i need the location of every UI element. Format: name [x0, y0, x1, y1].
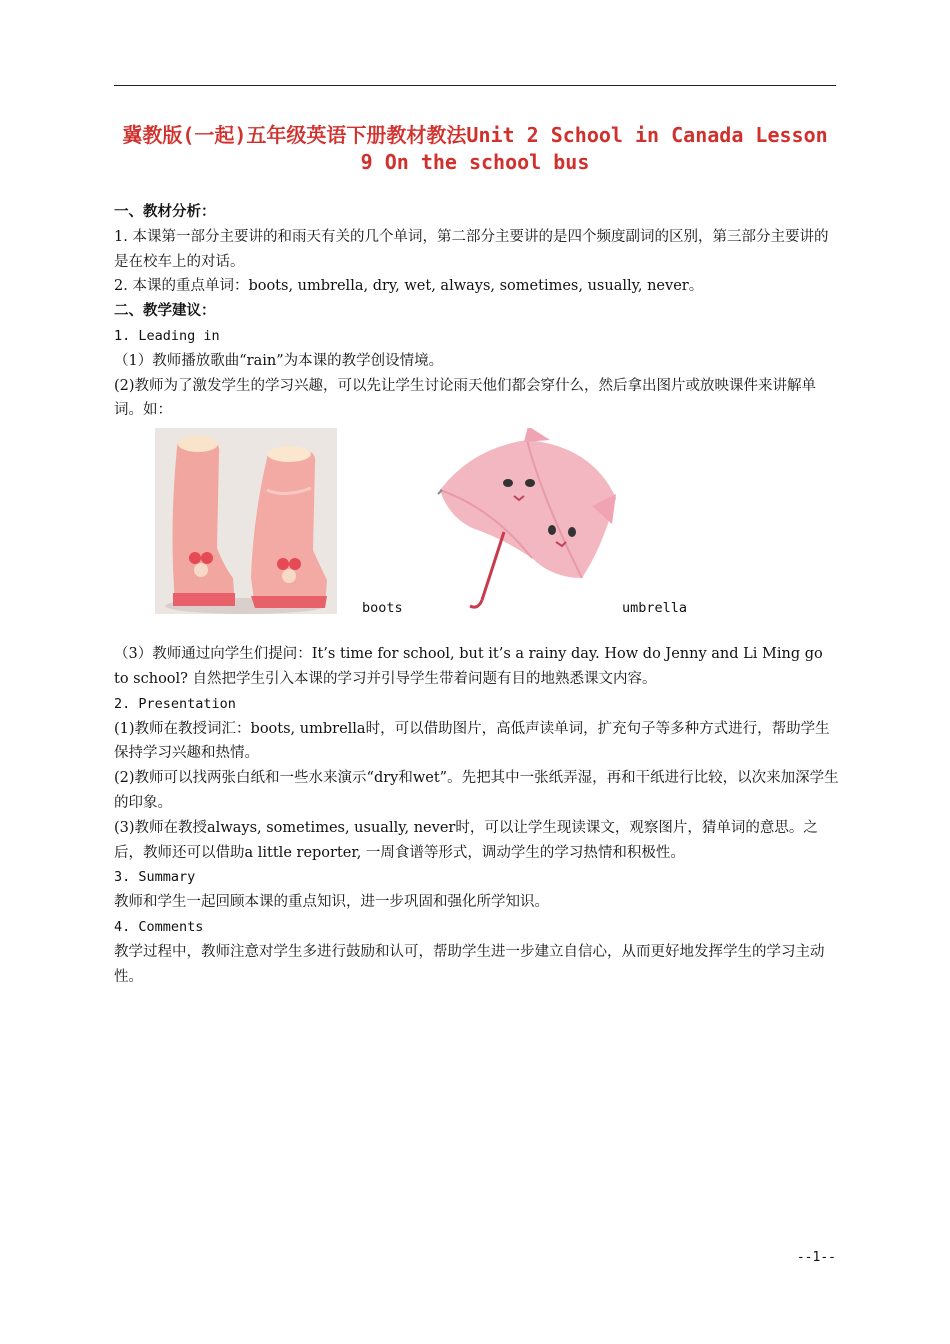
paragraph: (2)教师为了激发学生的学习兴趣，可以先让学生讨论雨天他们都会穿什么，然后拿出图片或放映课件来讲解单词。如：	[114, 377, 817, 419]
document-body	[114, 200, 840, 989]
subheading-summary: 3. Summary	[114, 869, 196, 886]
figure-row	[114, 428, 840, 638]
subheading-comments: 4. Comments	[114, 918, 204, 935]
document-title: 冀教版(一起)五年级英语下册教材教法Unit 2 School in Canada Lesson 9 On the school bus	[122, 123, 828, 174]
boots-caption: boots	[362, 600, 403, 617]
paragraph: 教学过程中，教师注意对学生多进行鼓励和认可，帮助学生进一步建立自信心，从而更好地发挥学生的学习主动性。	[114, 943, 825, 985]
paragraph: (3)教师在教授always, sometimes, usually, never时，可以让学生现读课文，观察图片，猜单词的意思。之后，教师还可以借助a little reporter, 一周食谱等形式，调动学生的学习热情和积极性。	[114, 819, 818, 861]
section-heading-suggestions: 二、教学建议：	[114, 302, 216, 320]
umbrella-image	[432, 428, 622, 614]
paragraph: 教师和学生一起回顾本课的重点知识，进一步巩固和强化所学知识。	[114, 894, 549, 911]
paragraph: (2)教师可以找两张白纸和一些水来演示“dry和wet”。先把其中一张纸弄湿，再和干纸进行比较，以次来加深学生的印象。	[114, 770, 839, 811]
paragraph: （3）教师通过向学生们提问：It’s time for school, but it’s a rainy day. How do Jenny and Li Ming go to school? 自然把学生引入本课的学习并引导学生带着问题有目的地熟悉课文内容。	[114, 646, 823, 687]
paragraph: （1）教师播放歌曲“rain”为本课的教学创设情境。	[114, 352, 444, 369]
paragraph: 2. 本课的重点单词：boots, umbrella, dry, wet, always, sometimes, usually, never。	[114, 278, 704, 295]
subheading-leading-in: 1. Leading in	[114, 327, 220, 344]
boots-image	[155, 428, 337, 614]
umbrella-caption: umbrella	[622, 600, 688, 617]
page-number: --1--	[796, 1250, 836, 1265]
subheading-presentation: 2. Presentation	[114, 695, 236, 712]
header-rule	[114, 85, 836, 86]
section-heading-analysis: 一、教材分析：	[114, 203, 216, 220]
paragraph: 1. 本课第一部分主要讲的和雨天有关的几个单词，第二部分主要讲的是四个频度副词的区别，第三部分主要讲的是在校车上的对话。	[114, 228, 829, 270]
paragraph: (1)教师在教授词汇：boots, umbrella时，可以借助图片，高低声读单词，扩充句子等多种方式进行，帮助学生保持学习兴趣和热情。	[114, 720, 830, 762]
